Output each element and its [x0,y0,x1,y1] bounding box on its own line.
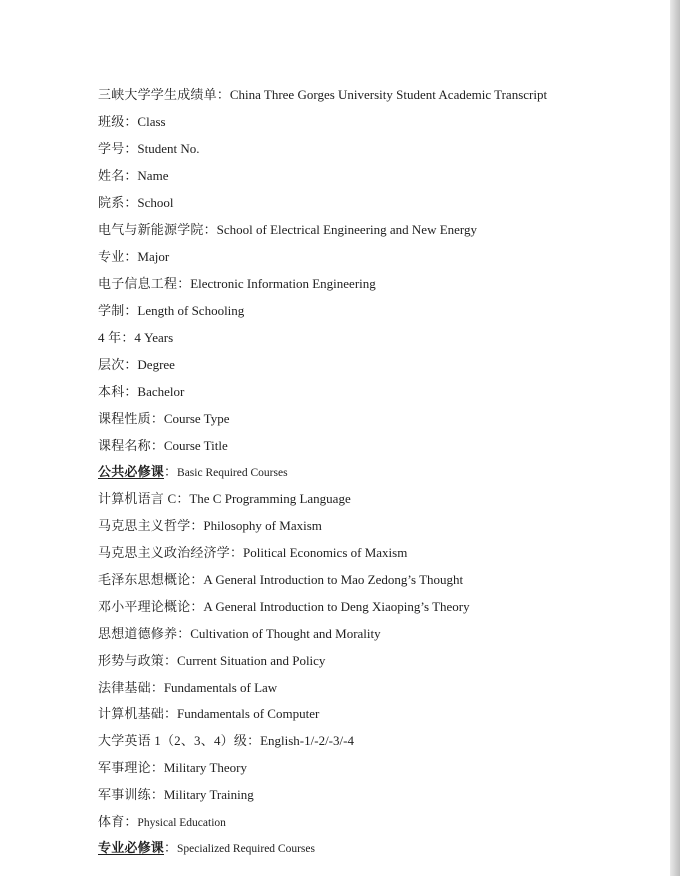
course-item: 思想道德修养：Cultivation of Thought and Morality [98,626,381,641]
section-heading-specialized-required: 专业必修课：Specialized Required Courses [98,840,315,856]
course-item: 计算机语言 C：The C Programming Language [98,491,351,506]
course-item: 马克思主义哲学：Philosophy of Maxism [98,518,322,533]
course-item: 体育：Physical Education [98,814,226,829]
course-item: 军事训练：Military Training [98,787,254,802]
course-item: 形势与政策：Current Situation and Policy [98,653,326,668]
course-item: 邓小平理论概论：A General Introduction to Deng Xiaoping’s Theory [98,599,470,614]
field-value-school: 电气与新能源学院：School of Electrical Engineering and New Energy [98,222,478,237]
course-item: 军事理论：Military Theory [98,760,247,775]
field-label-degree: 层次：Degree [98,357,175,372]
course-item: 大学英语 1（2、3、4）级：English-1/-2/-3/-4 [98,733,354,748]
field-label-course-title: 课程名称：Course Title [98,438,228,453]
course-item: 法律基础：Fundamentals of Law [98,680,278,695]
transcript-title: 三峡大学学生成绩单：China Three Gorges University Student Academic Transcript [98,87,548,102]
field-label-major: 专业：Major [98,249,170,264]
field-label-length-of-schooling: 学制：Length of Schooling [98,303,245,318]
field-label-name: 姓名：Name [98,168,169,183]
field-label-course-type: 课程性质：Course Type [98,411,230,426]
field-value-degree: 本科：Bachelor [98,384,185,399]
section-heading-basic-required: 公共必修课：Basic Required Courses [98,464,288,480]
field-value-length-of-schooling: 4 年：4 Years [98,330,174,345]
field-label-class: 班级：Class [98,114,166,129]
course-item: 毛泽东思想概论：A General Introduction to Mao Zedong’s Thought [98,572,464,587]
course-item: 马克思主义政治经济学：Political Economics of Maxism [98,545,408,560]
field-value-major: 电子信息工程：Electronic Information Engineering [98,276,376,291]
field-label-school: 院系：School [98,195,174,210]
course-item: 计算机基础：Fundamentals of Computer [98,706,320,721]
field-label-student-no: 学号：Student No. [98,141,200,156]
page-edge-shadow [670,0,680,876]
